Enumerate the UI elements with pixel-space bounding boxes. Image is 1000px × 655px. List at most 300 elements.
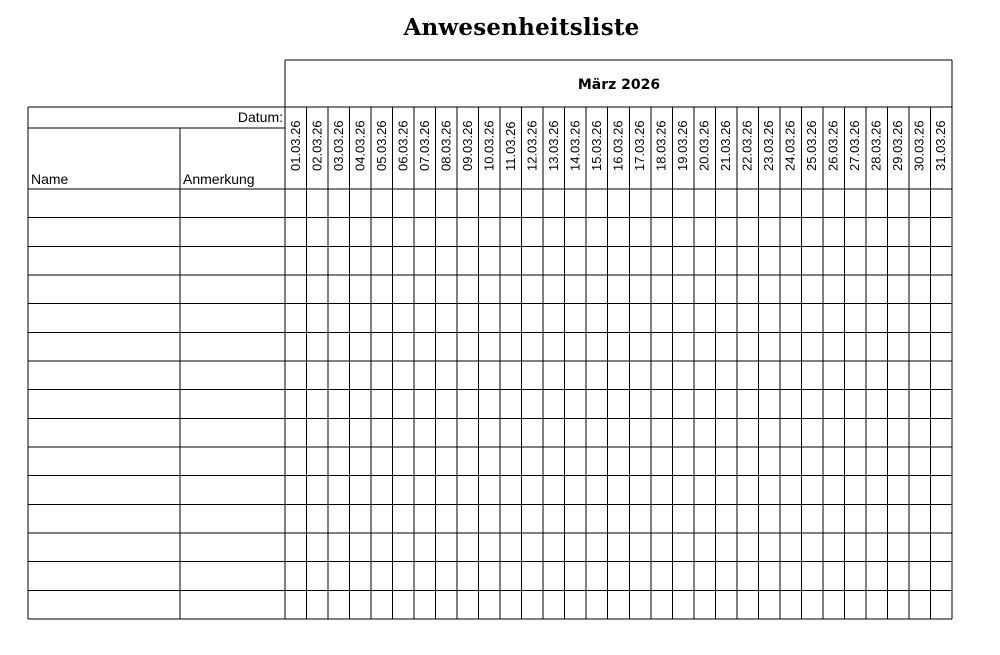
attendance-cell[interactable] — [587, 419, 607, 446]
attendance-cell[interactable] — [286, 591, 306, 618]
attendance-cell[interactable] — [652, 419, 672, 446]
attendance-cell[interactable] — [544, 391, 564, 418]
attendance-cell[interactable] — [867, 534, 887, 561]
attendance-cell[interactable] — [931, 505, 951, 532]
attendance-cell[interactable] — [716, 448, 736, 475]
attendance-cell[interactable] — [544, 505, 564, 532]
attendance-cell[interactable] — [329, 247, 349, 274]
attendance-cell[interactable] — [630, 505, 650, 532]
attendance-cell[interactable] — [673, 477, 693, 504]
attendance-cell[interactable] — [480, 190, 500, 217]
attendance-cell[interactable] — [501, 505, 521, 532]
attendance-cell[interactable] — [695, 505, 715, 532]
attendance-cell[interactable] — [738, 219, 758, 246]
attendance-cell[interactable] — [458, 333, 478, 360]
attendance-cell[interactable] — [587, 247, 607, 274]
attendance-cell[interactable] — [759, 247, 779, 274]
attendance-cell[interactable] — [716, 333, 736, 360]
attendance-cell[interactable] — [652, 247, 672, 274]
attendance-cell[interactable] — [802, 563, 822, 590]
attendance-cell[interactable] — [609, 333, 629, 360]
attendance-cell[interactable] — [394, 477, 414, 504]
attendance-cell[interactable] — [759, 477, 779, 504]
attendance-cell[interactable] — [329, 591, 349, 618]
attendance-cell[interactable] — [738, 190, 758, 217]
attendance-cell[interactable] — [394, 333, 414, 360]
attendance-cell[interactable] — [695, 333, 715, 360]
attendance-cell[interactable] — [415, 591, 435, 618]
attendance-cell[interactable] — [738, 591, 758, 618]
attendance-cell[interactable] — [845, 362, 865, 389]
attendance-cell[interactable] — [501, 391, 521, 418]
attendance-cell[interactable] — [824, 505, 844, 532]
attendance-cell[interactable] — [888, 419, 908, 446]
attendance-cell[interactable] — [523, 362, 543, 389]
attendance-cell[interactable] — [716, 563, 736, 590]
attendance-cell[interactable] — [587, 448, 607, 475]
attendance-cell[interactable] — [759, 505, 779, 532]
attendance-cell[interactable] — [329, 505, 349, 532]
attendance-cell[interactable] — [609, 591, 629, 618]
attendance-cell[interactable] — [673, 219, 693, 246]
attendance-cell[interactable] — [824, 391, 844, 418]
attendance-cell[interactable] — [458, 591, 478, 618]
attendance-cell[interactable] — [673, 448, 693, 475]
attendance-cell[interactable] — [394, 534, 414, 561]
attendance-cell[interactable] — [695, 563, 715, 590]
attendance-cell[interactable] — [394, 247, 414, 274]
attendance-cell[interactable] — [867, 477, 887, 504]
attendance-cell[interactable] — [351, 305, 371, 332]
attendance-cell[interactable] — [544, 419, 564, 446]
attendance-cell[interactable] — [781, 591, 801, 618]
attendance-cell[interactable] — [372, 534, 392, 561]
attendance-cell[interactable] — [501, 305, 521, 332]
attendance-cell[interactable] — [415, 563, 435, 590]
attendance-cell[interactable] — [652, 333, 672, 360]
attendance-cell[interactable] — [566, 534, 586, 561]
attendance-cell[interactable] — [781, 276, 801, 303]
attendance-cell[interactable] — [523, 448, 543, 475]
attendance-cell[interactable] — [587, 391, 607, 418]
attendance-cell[interactable] — [867, 333, 887, 360]
attendance-cell[interactable] — [738, 333, 758, 360]
attendance-cell[interactable] — [802, 419, 822, 446]
attendance-cell[interactable] — [781, 448, 801, 475]
attendance-cell[interactable] — [695, 362, 715, 389]
attendance-cell[interactable] — [652, 305, 672, 332]
attendance-cell[interactable] — [437, 505, 457, 532]
attendance-cell[interactable] — [888, 391, 908, 418]
attendance-cell[interactable] — [867, 362, 887, 389]
attendance-cell[interactable] — [523, 534, 543, 561]
attendance-cell[interactable] — [867, 505, 887, 532]
attendance-cell[interactable] — [286, 563, 306, 590]
attendance-cell[interactable] — [781, 563, 801, 590]
attendance-cell[interactable] — [372, 247, 392, 274]
attendance-cell[interactable] — [587, 333, 607, 360]
attendance-cell[interactable] — [501, 419, 521, 446]
attendance-cell[interactable] — [286, 391, 306, 418]
attendance-cell[interactable] — [329, 448, 349, 475]
attendance-cell[interactable] — [351, 219, 371, 246]
attendance-cell[interactable] — [544, 219, 564, 246]
attendance-cell[interactable] — [351, 448, 371, 475]
attendance-cell[interactable] — [867, 276, 887, 303]
attendance-cell[interactable] — [888, 505, 908, 532]
attendance-cell[interactable] — [437, 190, 457, 217]
name-cell[interactable] — [29, 276, 179, 303]
attendance-cell[interactable] — [931, 190, 951, 217]
attendance-cell[interactable] — [609, 362, 629, 389]
attendance-cell[interactable] — [910, 477, 930, 504]
attendance-cell[interactable] — [394, 391, 414, 418]
attendance-cell[interactable] — [523, 190, 543, 217]
attendance-cell[interactable] — [308, 219, 328, 246]
attendance-cell[interactable] — [759, 362, 779, 389]
attendance-cell[interactable] — [501, 333, 521, 360]
attendance-cell[interactable] — [458, 419, 478, 446]
attendance-cell[interactable] — [845, 448, 865, 475]
attendance-cell[interactable] — [652, 505, 672, 532]
anmerkung-cell[interactable] — [181, 448, 284, 475]
attendance-cell[interactable] — [716, 276, 736, 303]
attendance-cell[interactable] — [587, 190, 607, 217]
attendance-cell[interactable] — [845, 219, 865, 246]
attendance-cell[interactable] — [437, 477, 457, 504]
attendance-cell[interactable] — [824, 563, 844, 590]
attendance-cell[interactable] — [523, 591, 543, 618]
attendance-cell[interactable] — [351, 563, 371, 590]
attendance-cell[interactable] — [759, 419, 779, 446]
attendance-cell[interactable] — [544, 534, 564, 561]
attendance-cell[interactable] — [910, 219, 930, 246]
attendance-cell[interactable] — [781, 247, 801, 274]
attendance-cell[interactable] — [394, 563, 414, 590]
attendance-cell[interactable] — [566, 477, 586, 504]
name-cell[interactable] — [29, 219, 179, 246]
attendance-cell[interactable] — [738, 505, 758, 532]
attendance-cell[interactable] — [759, 190, 779, 217]
attendance-cell[interactable] — [802, 219, 822, 246]
attendance-cell[interactable] — [329, 534, 349, 561]
attendance-cell[interactable] — [695, 219, 715, 246]
attendance-cell[interactable] — [931, 276, 951, 303]
attendance-cell[interactable] — [867, 391, 887, 418]
attendance-cell[interactable] — [351, 591, 371, 618]
attendance-cell[interactable] — [824, 219, 844, 246]
attendance-cell[interactable] — [716, 419, 736, 446]
attendance-cell[interactable] — [458, 448, 478, 475]
attendance-cell[interactable] — [630, 219, 650, 246]
attendance-cell[interactable] — [673, 419, 693, 446]
name-cell[interactable] — [29, 448, 179, 475]
attendance-cell[interactable] — [372, 505, 392, 532]
attendance-cell[interactable] — [673, 190, 693, 217]
attendance-cell[interactable] — [609, 247, 629, 274]
attendance-cell[interactable] — [802, 247, 822, 274]
attendance-cell[interactable] — [867, 190, 887, 217]
attendance-cell[interactable] — [501, 591, 521, 618]
attendance-cell[interactable] — [630, 333, 650, 360]
attendance-cell[interactable] — [480, 505, 500, 532]
attendance-cell[interactable] — [458, 477, 478, 504]
attendance-cell[interactable] — [329, 563, 349, 590]
attendance-cell[interactable] — [544, 333, 564, 360]
attendance-cell[interactable] — [931, 534, 951, 561]
attendance-cell[interactable] — [824, 448, 844, 475]
attendance-cell[interactable] — [394, 362, 414, 389]
name-cell[interactable] — [29, 505, 179, 532]
attendance-cell[interactable] — [673, 247, 693, 274]
attendance-cell[interactable] — [738, 534, 758, 561]
attendance-cell[interactable] — [630, 247, 650, 274]
attendance-cell[interactable] — [609, 276, 629, 303]
name-cell[interactable] — [29, 247, 179, 274]
attendance-cell[interactable] — [910, 505, 930, 532]
attendance-cell[interactable] — [630, 591, 650, 618]
attendance-cell[interactable] — [673, 505, 693, 532]
attendance-cell[interactable] — [867, 305, 887, 332]
attendance-cell[interactable] — [480, 391, 500, 418]
attendance-cell[interactable] — [716, 219, 736, 246]
attendance-cell[interactable] — [802, 391, 822, 418]
attendance-cell[interactable] — [738, 448, 758, 475]
attendance-cell[interactable] — [523, 563, 543, 590]
attendance-cell[interactable] — [652, 219, 672, 246]
attendance-cell[interactable] — [415, 419, 435, 446]
attendance-cell[interactable] — [544, 305, 564, 332]
attendance-cell[interactable] — [308, 333, 328, 360]
attendance-cell[interactable] — [480, 477, 500, 504]
attendance-cell[interactable] — [824, 477, 844, 504]
attendance-cell[interactable] — [394, 219, 414, 246]
attendance-cell[interactable] — [716, 247, 736, 274]
attendance-cell[interactable] — [652, 190, 672, 217]
attendance-cell[interactable] — [931, 219, 951, 246]
attendance-cell[interactable] — [824, 419, 844, 446]
attendance-cell[interactable] — [523, 477, 543, 504]
attendance-cell[interactable] — [523, 391, 543, 418]
attendance-cell[interactable] — [480, 362, 500, 389]
anmerkung-cell[interactable] — [181, 477, 284, 504]
attendance-cell[interactable] — [566, 419, 586, 446]
attendance-cell[interactable] — [415, 505, 435, 532]
attendance-cell[interactable] — [480, 419, 500, 446]
attendance-cell[interactable] — [415, 362, 435, 389]
attendance-cell[interactable] — [351, 333, 371, 360]
attendance-cell[interactable] — [845, 276, 865, 303]
attendance-cell[interactable] — [458, 305, 478, 332]
attendance-cell[interactable] — [372, 333, 392, 360]
attendance-cell[interactable] — [372, 219, 392, 246]
attendance-cell[interactable] — [652, 591, 672, 618]
attendance-cell[interactable] — [759, 333, 779, 360]
attendance-cell[interactable] — [910, 333, 930, 360]
attendance-cell[interactable] — [630, 534, 650, 561]
attendance-cell[interactable] — [501, 190, 521, 217]
attendance-cell[interactable] — [738, 305, 758, 332]
attendance-cell[interactable] — [910, 190, 930, 217]
attendance-cell[interactable] — [351, 247, 371, 274]
attendance-cell[interactable] — [910, 305, 930, 332]
attendance-cell[interactable] — [759, 276, 779, 303]
attendance-cell[interactable] — [845, 305, 865, 332]
attendance-cell[interactable] — [415, 333, 435, 360]
attendance-cell[interactable] — [716, 591, 736, 618]
attendance-cell[interactable] — [394, 505, 414, 532]
attendance-cell[interactable] — [781, 362, 801, 389]
attendance-cell[interactable] — [802, 534, 822, 561]
anmerkung-cell[interactable] — [181, 563, 284, 590]
attendance-cell[interactable] — [308, 391, 328, 418]
attendance-cell[interactable] — [716, 477, 736, 504]
attendance-cell[interactable] — [480, 305, 500, 332]
attendance-cell[interactable] — [308, 247, 328, 274]
attendance-cell[interactable] — [286, 190, 306, 217]
attendance-cell[interactable] — [609, 305, 629, 332]
attendance-cell[interactable] — [372, 448, 392, 475]
attendance-cell[interactable] — [458, 276, 478, 303]
attendance-cell[interactable] — [372, 419, 392, 446]
attendance-cell[interactable] — [394, 190, 414, 217]
attendance-cell[interactable] — [845, 505, 865, 532]
attendance-cell[interactable] — [738, 563, 758, 590]
attendance-cell[interactable] — [501, 276, 521, 303]
attendance-cell[interactable] — [931, 247, 951, 274]
attendance-cell[interactable] — [738, 362, 758, 389]
attendance-cell[interactable] — [458, 190, 478, 217]
attendance-cell[interactable] — [910, 391, 930, 418]
attendance-cell[interactable] — [587, 305, 607, 332]
attendance-cell[interactable] — [673, 362, 693, 389]
attendance-cell[interactable] — [308, 276, 328, 303]
anmerkung-cell[interactable] — [181, 591, 284, 618]
attendance-cell[interactable] — [394, 305, 414, 332]
attendance-cell[interactable] — [286, 505, 306, 532]
attendance-cell[interactable] — [931, 305, 951, 332]
attendance-cell[interactable] — [523, 419, 543, 446]
attendance-cell[interactable] — [888, 333, 908, 360]
attendance-cell[interactable] — [523, 305, 543, 332]
attendance-cell[interactable] — [781, 305, 801, 332]
attendance-cell[interactable] — [802, 305, 822, 332]
name-cell[interactable] — [29, 563, 179, 590]
attendance-cell[interactable] — [673, 391, 693, 418]
attendance-cell[interactable] — [372, 190, 392, 217]
attendance-cell[interactable] — [824, 276, 844, 303]
attendance-cell[interactable] — [480, 448, 500, 475]
attendance-cell[interactable] — [544, 276, 564, 303]
attendance-cell[interactable] — [609, 563, 629, 590]
attendance-cell[interactable] — [587, 477, 607, 504]
name-cell[interactable] — [29, 190, 179, 217]
attendance-cell[interactable] — [415, 448, 435, 475]
attendance-cell[interactable] — [587, 563, 607, 590]
attendance-cell[interactable] — [394, 419, 414, 446]
attendance-cell[interactable] — [738, 477, 758, 504]
attendance-cell[interactable] — [802, 448, 822, 475]
attendance-cell[interactable] — [716, 190, 736, 217]
attendance-cell[interactable] — [329, 276, 349, 303]
attendance-cell[interactable] — [824, 190, 844, 217]
attendance-cell[interactable] — [308, 591, 328, 618]
attendance-cell[interactable] — [652, 448, 672, 475]
attendance-cell[interactable] — [888, 563, 908, 590]
attendance-cell[interactable] — [286, 362, 306, 389]
attendance-cell[interactable] — [372, 477, 392, 504]
attendance-cell[interactable] — [609, 505, 629, 532]
attendance-cell[interactable] — [738, 276, 758, 303]
anmerkung-cell[interactable] — [181, 419, 284, 446]
attendance-cell[interactable] — [910, 419, 930, 446]
attendance-cell[interactable] — [458, 391, 478, 418]
attendance-cell[interactable] — [480, 591, 500, 618]
attendance-cell[interactable] — [394, 448, 414, 475]
attendance-cell[interactable] — [630, 362, 650, 389]
attendance-cell[interactable] — [781, 391, 801, 418]
attendance-cell[interactable] — [845, 591, 865, 618]
attendance-cell[interactable] — [910, 247, 930, 274]
attendance-cell[interactable] — [695, 419, 715, 446]
attendance-cell[interactable] — [415, 391, 435, 418]
attendance-cell[interactable] — [888, 247, 908, 274]
attendance-cell[interactable] — [308, 505, 328, 532]
attendance-cell[interactable] — [716, 305, 736, 332]
attendance-cell[interactable] — [415, 305, 435, 332]
attendance-cell[interactable] — [673, 534, 693, 561]
attendance-cell[interactable] — [286, 276, 306, 303]
attendance-cell[interactable] — [501, 219, 521, 246]
attendance-cell[interactable] — [759, 305, 779, 332]
attendance-cell[interactable] — [566, 391, 586, 418]
attendance-cell[interactable] — [566, 333, 586, 360]
attendance-cell[interactable] — [673, 276, 693, 303]
attendance-cell[interactable] — [372, 391, 392, 418]
attendance-cell[interactable] — [566, 362, 586, 389]
attendance-cell[interactable] — [609, 477, 629, 504]
attendance-cell[interactable] — [824, 333, 844, 360]
attendance-cell[interactable] — [673, 333, 693, 360]
attendance-cell[interactable] — [329, 190, 349, 217]
attendance-cell[interactable] — [888, 448, 908, 475]
attendance-cell[interactable] — [759, 591, 779, 618]
attendance-cell[interactable] — [351, 190, 371, 217]
attendance-cell[interactable] — [910, 448, 930, 475]
attendance-cell[interactable] — [888, 190, 908, 217]
attendance-cell[interactable] — [630, 563, 650, 590]
attendance-cell[interactable] — [759, 391, 779, 418]
attendance-cell[interactable] — [802, 276, 822, 303]
attendance-cell[interactable] — [867, 247, 887, 274]
attendance-cell[interactable] — [931, 591, 951, 618]
attendance-cell[interactable] — [480, 247, 500, 274]
attendance-cell[interactable] — [544, 448, 564, 475]
attendance-cell[interactable] — [308, 190, 328, 217]
attendance-cell[interactable] — [802, 362, 822, 389]
attendance-cell[interactable] — [695, 190, 715, 217]
attendance-cell[interactable] — [845, 247, 865, 274]
attendance-cell[interactable] — [437, 591, 457, 618]
attendance-cell[interactable] — [931, 448, 951, 475]
attendance-cell[interactable] — [480, 276, 500, 303]
attendance-cell[interactable] — [652, 477, 672, 504]
attendance-cell[interactable] — [609, 419, 629, 446]
attendance-cell[interactable] — [609, 219, 629, 246]
attendance-cell[interactable] — [501, 448, 521, 475]
attendance-cell[interactable] — [566, 305, 586, 332]
attendance-cell[interactable] — [437, 391, 457, 418]
